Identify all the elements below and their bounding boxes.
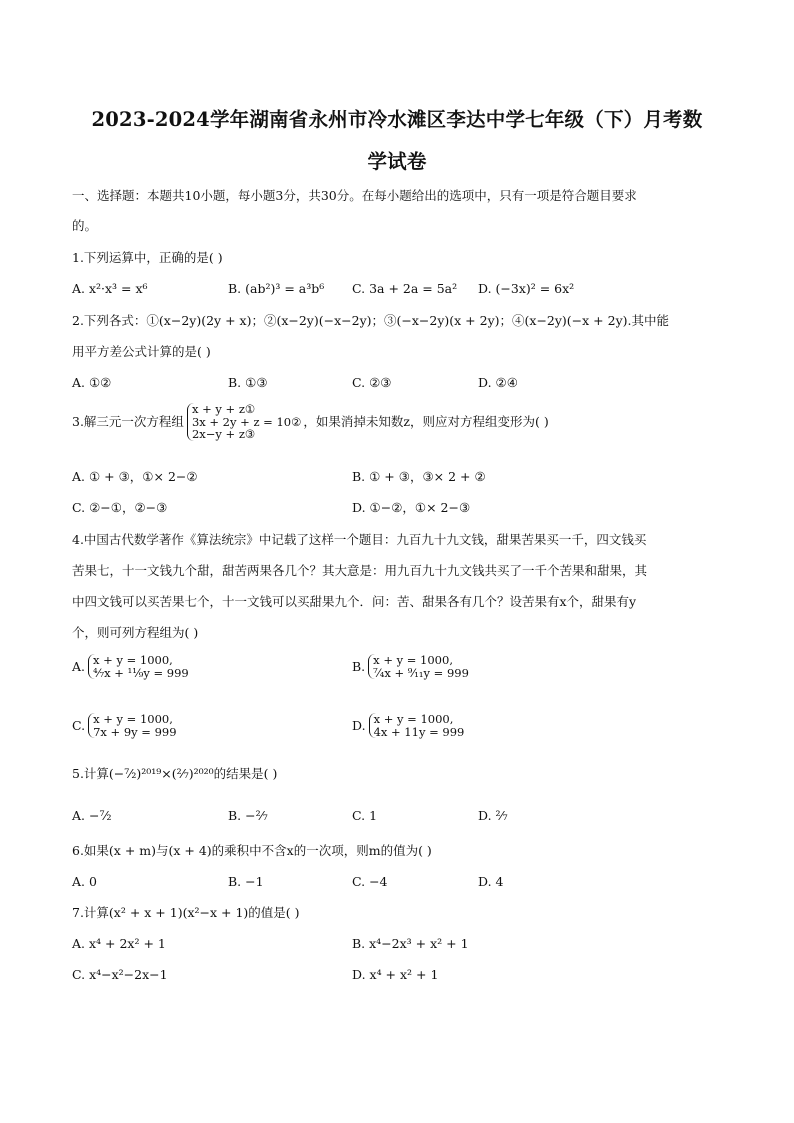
question-7-option-a: A. x⁴ + 2x² + 1 xyxy=(72,936,166,951)
question-3-eq-1: x + y + z① xyxy=(191,402,256,416)
question-3-stem xyxy=(72,403,552,441)
question-6-option-b: B. −1 xyxy=(228,874,264,889)
question-7-stem: 7.计算(x² + x + 1)(x²−x + 1)的值是( ) xyxy=(72,905,300,920)
question-4-option-b xyxy=(352,654,469,679)
question-4-option-c xyxy=(72,713,177,738)
exam-title-line-1: 2023-2024学年湖南省永州市冷水滩区李达中学七年级（下）月考数 xyxy=(91,108,703,131)
question-4-option-c-eq-1: x + y = 1000, xyxy=(93,712,173,726)
question-2-stem-line-1: 2.下列各式：①(x−2y)(2y + x)；②(x−2y)(−x−2y)；③(−x−2y)(x + 2y)；④(x−2y)(−x + 2y).其中能 xyxy=(72,313,669,328)
question-3-prefix: 3.解三元一次方程组 xyxy=(72,413,184,429)
question-4-option-d-eq-2: 4x + 11y = 999 xyxy=(373,724,465,739)
question-3-option-b: B. ① + ③，③× 2 + ② xyxy=(352,469,486,484)
question-4-option-b-eq-2: ⁷⁄₄x + ⁹⁄₁₁y = 999 xyxy=(373,665,469,680)
exam-title-line-2: 学试卷 xyxy=(367,150,427,173)
question-4-option-d-label: D. xyxy=(352,718,366,733)
question-4-option-a-label: A. xyxy=(72,659,86,674)
question-2-option-a: A. ①② xyxy=(72,375,112,390)
question-4-stem-line-2: 苦果七，十一文钱九个甜，甜苦两果各几个？其大意是：用九百九十九文钱共买了一千个苦果和甜果，其 xyxy=(72,563,648,578)
question-4-option-c-label: C. xyxy=(72,718,86,733)
question-3-suffix: ，如果消掉未知数z，则应对方程组变形为( ) xyxy=(303,413,549,429)
question-4-option-a xyxy=(72,654,189,679)
question-2-option-d: D. ②④ xyxy=(478,375,518,390)
question-3-equation-system xyxy=(187,403,301,441)
question-3-eq-2: 3x + 2y + z = 10② xyxy=(191,414,302,429)
question-4-option-d xyxy=(352,713,464,738)
question-4-option-a-eq-2: ⁴⁄₇x + ¹¹⁄₉y = 999 xyxy=(93,665,189,680)
question-5-stem: 5.计算(−⁷⁄₂)²⁰¹⁹×(²⁄₇)²⁰²⁰的结果是( ) xyxy=(72,766,278,781)
question-4-stem-line-1: 4.中国古代数学著作《算法统宗》中记载了这样一个题目：九百九十九文钱，甜果苦果买一千，四文钱买 xyxy=(72,532,647,547)
question-1-stem: 1.下列运算中，正确的是( ) xyxy=(72,250,223,265)
question-5-option-b: B. −²⁄₇ xyxy=(228,808,268,823)
question-6-option-d: D. 4 xyxy=(478,874,504,889)
question-4-option-a-eq-1: x + y = 1000, xyxy=(93,653,173,667)
question-4-stem-line-3: 中四文钱可以买苦果七个，十一文钱可以买甜果九个．问：苦、甜果各有几个？设苦果有x个，甜果有y xyxy=(72,594,637,609)
question-5-option-a: A. −⁷⁄₂ xyxy=(72,808,112,823)
question-5-option-c: C. 1 xyxy=(352,808,378,823)
question-4-option-c-eq-2: 7x + 9y = 999 xyxy=(93,724,177,739)
question-4-option-b-label: B. xyxy=(352,659,366,674)
question-1-option-b: B. (ab²)³ = a³b⁶ xyxy=(228,281,325,296)
question-7-option-c: C. x⁴−x²−2x−1 xyxy=(72,967,168,982)
question-1-option-d: D. (−3x)² = 6x² xyxy=(478,281,575,296)
question-2-option-b: B. ①③ xyxy=(228,375,268,390)
question-3-option-d: D. ①−②，①× 2−③ xyxy=(352,500,471,515)
question-5-option-d: D. ²⁄₇ xyxy=(478,808,508,823)
question-6-option-a: A. 0 xyxy=(72,874,97,889)
question-1-option-a: A. x²·x³ = x⁶ xyxy=(72,281,148,296)
question-7-option-d: D. x⁴ + x² + 1 xyxy=(352,967,439,982)
question-3-eq-3: 2x−y + z③ xyxy=(191,427,256,441)
question-2-option-c: C. ②③ xyxy=(352,375,392,390)
question-6-stem: 6.如果(x + m)与(x + 4)的乘积中不含x的一次项，则m的值为( ) xyxy=(72,843,432,858)
question-7-option-b: B. x⁴−2x³ + x² + 1 xyxy=(352,936,469,951)
question-4-option-b-eq-1: x + y = 1000, xyxy=(373,653,453,667)
question-4-stem-line-4: 个，则可列方程组为( ) xyxy=(72,625,199,640)
question-6-option-c: C. −4 xyxy=(352,874,388,889)
question-3-option-c: C. ②−①，②−③ xyxy=(72,500,168,515)
section-instructions-line-2: 的。 xyxy=(72,218,98,233)
question-2-stem-line-2: 用平方差公式计算的是( ) xyxy=(72,344,211,359)
section-instructions-line-1: 一、选择题：本题共10小题，每小题3分，共30分。在每小题给出的选项中，只有一项是符合题目要求 xyxy=(72,188,637,203)
question-4-option-d-eq-1: x + y = 1000, xyxy=(373,712,454,726)
question-3-option-a: A. ① + ③，①× 2−② xyxy=(72,469,198,484)
question-1-option-c: C. 3a + 2a = 5a² xyxy=(352,281,458,296)
